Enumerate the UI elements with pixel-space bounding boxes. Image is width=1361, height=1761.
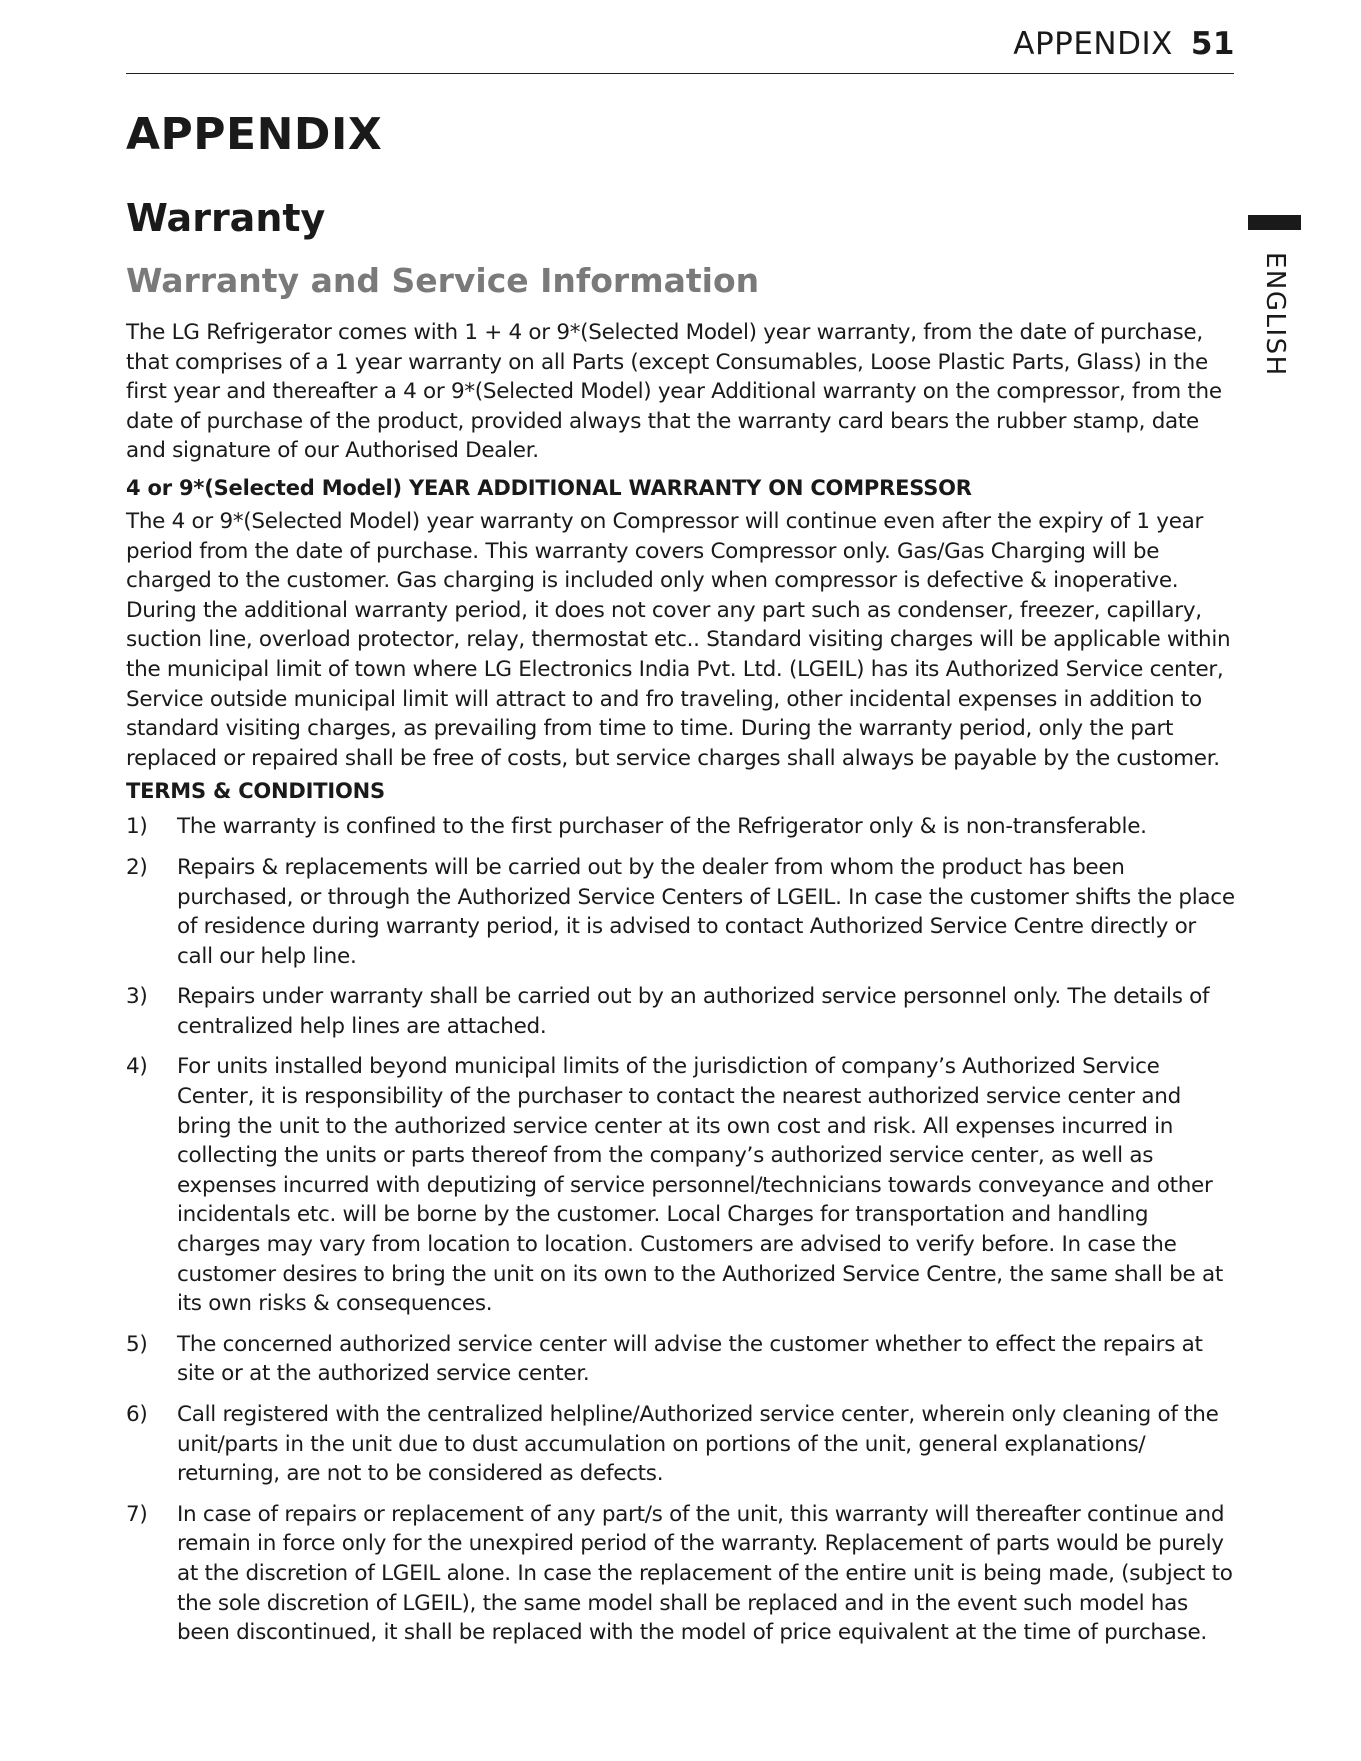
terms-list-item (126, 1400, 1236, 1489)
header-divider (126, 73, 1234, 74)
item-text: Call registered with the centralized helpline/Authorized service center, wherein only cleaning of the unit/parts in the unit due to dust accumulation on portions of the unit, general explanations/ returning, are not to be considered as defects. (177, 1402, 1219, 1487)
item-number: 5) (126, 1331, 148, 1357)
terms-heading: TERMS & CONDITIONS (126, 779, 385, 804)
terms-list (126, 812, 1236, 1647)
terms-list-item (126, 982, 1236, 1041)
terms-list-item (126, 812, 1236, 842)
item-number: 7) (126, 1501, 148, 1527)
item-text: Repairs under warranty shall be carried out by an authorized service personnel only. The details of centralized help lines are attached. (177, 984, 1210, 1039)
running-header-section: APPENDIX (1013, 26, 1173, 62)
item-number: 4) (126, 1054, 148, 1080)
language-tab-marker (1248, 215, 1301, 230)
page-number: 51 (1190, 26, 1235, 62)
subsection-title: Warranty and Service Information (126, 261, 760, 300)
item-text: In case of repairs or replacement of any part/s of the unit, this warranty will thereafter continue and remain in force only for the unexpired period of the warranty. Replacement of parts would be purely at the discretion of LGEIL alone. In case the replacement of the entire unit is being made, (subject to the sole discretion of LGEIL), the same model shall be replaced and in the event such model has been discontinued, it shall be replaced with the model of price equivalent at the time of purchase. (177, 1501, 1233, 1646)
item-text: For units installed beyond municipal limits of the jurisdiction of company’s Authorized Service Center, it is responsibility of the purchaser to contact the nearest authorized service center and bring the unit to the authorized service center at its own cost and risk. All expenses incurred in collecting the units or parts thereof from the company’s authorized service center, as well as expenses incurred with deputizing of service personnel/technicians towards conveyance and other incidentals etc. will be borne by the customer. Local Charges for transportation and handling charges may vary from location to location. Customers are advised to verify before. In case the customer desires to bring the unit on its own to the Authorized Service Centre, the same shall be at its own risks & consequences. (177, 1054, 1223, 1317)
section-title: Warranty (126, 196, 326, 240)
item-number: 3) (126, 984, 148, 1010)
item-number: 2) (126, 854, 148, 880)
terms-list-item (126, 1052, 1236, 1318)
terms-list-item (126, 1500, 1236, 1648)
intro-paragraph: The LG Refrigerator comes with 1 + 4 or 9*(Selected Model) year warranty, from the date of purchase, that comprises of a 1 year warranty on all Parts (except Consumables, Loose Plastic Parts, Glass) in the first year and thereafter a 4 or 9*(Selected Model) year Additional warranty on the compressor, from the date of purchase of the product, provided always that the warranty card bears the rubber stamp, date and signature of our Authorised Dealer. (126, 320, 1222, 464)
terms-list-item (126, 853, 1236, 971)
item-text: The concerned authorized service center will advise the customer whether to effect the repairs at site or at the authorized service center. (177, 1331, 1203, 1387)
compressor-heading: 4 or 9*(Selected Model) YEAR ADDITIONAL WARRANTY ON COMPRESSOR (126, 475, 972, 500)
language-tab-label: ENGLISH (1260, 252, 1290, 377)
item-text: Repairs & replacements will be carried out by the dealer from whom the product has been purchased, or through the Authorized Service Centers of LGEIL. In case the customer shifts the place of residence during warranty period, it is advised to contact Authorized Service Centre directly or call our help line. (177, 854, 1235, 969)
running-header (1013, 26, 1235, 62)
item-text: The warranty is confined to the first purchaser of the Refrigerator only & is non-transferable. (177, 814, 1147, 840)
page-title: APPENDIX (126, 109, 383, 160)
terms-list-item (126, 1330, 1236, 1389)
item-number: 1) (126, 814, 148, 840)
page-content (126, 106, 1236, 1659)
item-number: 6) (126, 1402, 148, 1427)
compressor-paragraph: The 4 or 9*(Selected Model) year warranty on Compressor will continue even after the expiry of 1 year period from the date of purchase. This warranty covers Compressor only. Gas/Gas Charging will be charged to the customer. Gas charging is included only when compressor is defective & inoperative. During the additional warranty period, it does not cover any part such as condenser, freezer, capillary, suction line, overload protector, relay, thermostat etc.. Standard visiting charges will be applicable within the municipal limit of town where LG Electronics India Pvt. Ltd. (LGEIL) has its Authorized Service center, Service outside municipal limit will attract to and fro traveling, other incidental expenses in addition to standard visiting charges, as prevailing from time to time. During the warranty period, only the part replaced or repaired shall be free of costs, but service charges shall always be payable by the customer. (126, 508, 1231, 771)
